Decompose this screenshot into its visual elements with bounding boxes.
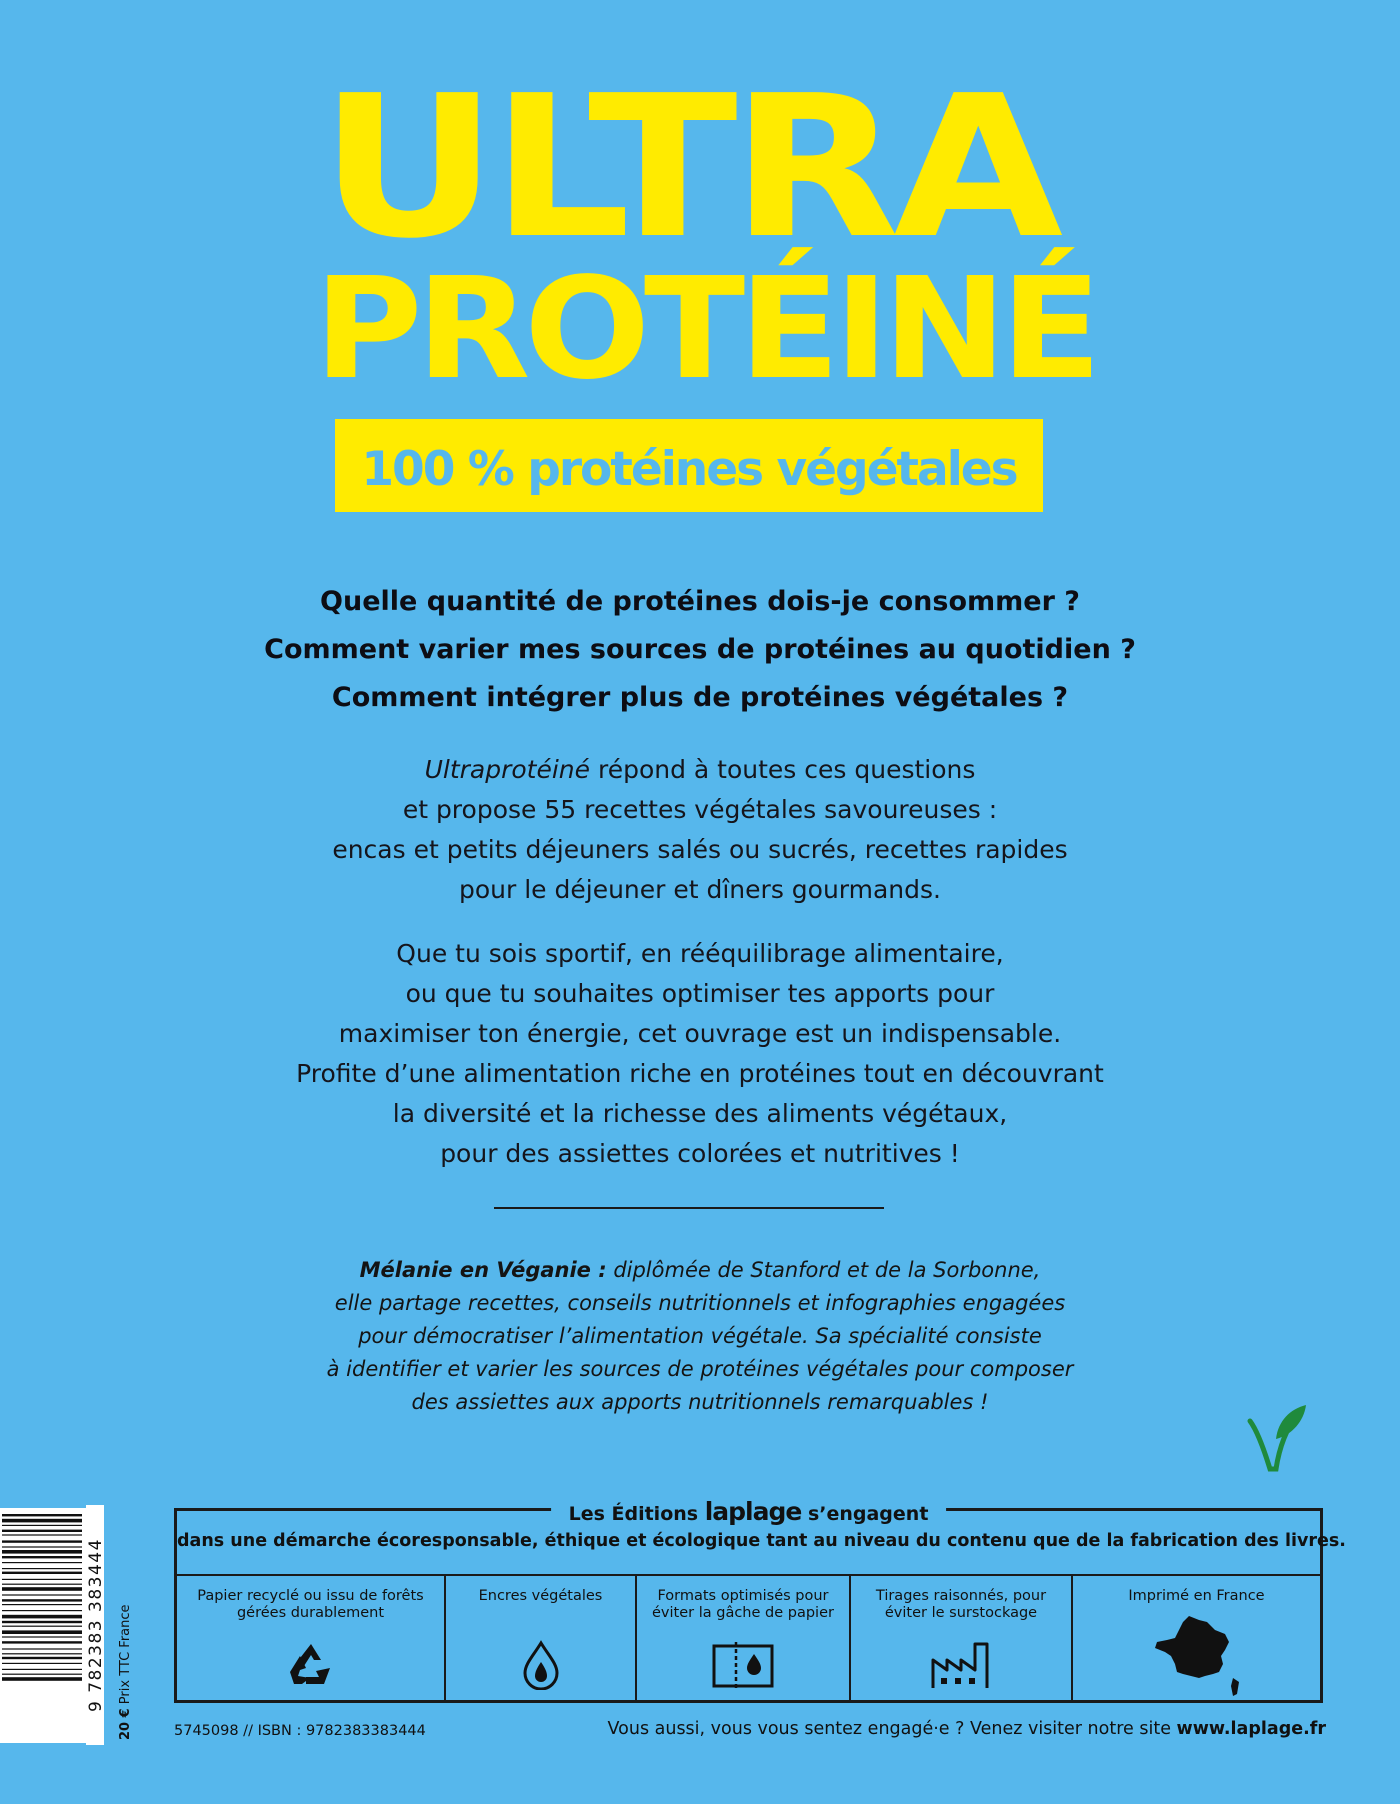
subtitle-banner [335,419,1043,512]
isbn-line: 5745098 // ISBN : 9782383383444 [174,1723,426,1739]
barcode-digits: 9 782383 383444 [86,1505,104,1745]
question-1: Quelle quantité de protéines dois-je consommer ? [320,586,1080,617]
engagement-header [551,1497,947,1526]
engagement-item-formats [637,1576,851,1700]
questions-block [150,578,1250,722]
engagement-header-prefix: Les Éditions [568,1503,705,1525]
description-line: encas et petits déjeuners salés ou sucrés, recettes rapides [332,835,1068,864]
audience-line: Profite d’une alimentation riche en protéines tout en découvrant [296,1059,1104,1088]
author-line: à identifier et varier les sources de protéines végétales pour composer [326,1357,1074,1381]
audience-line: pour des assiettes colorées et nutritives ! [440,1139,960,1168]
subtitle: 100 % protéines végétales [361,442,1017,497]
ink-drop-icon [521,1640,561,1690]
engagement-item-inks [446,1576,637,1700]
visit-website [608,1719,1326,1739]
description-line [200,750,1200,790]
engagement-item-label: Formats optimisés pour éviter la gâche de papier [652,1588,834,1621]
engagement-item-print-runs [851,1576,1073,1700]
title-ultra: ULTRA [319,54,1057,282]
price-amount: 20 € [118,1708,133,1740]
vegan-logo-icon [1246,1399,1308,1477]
engagement-box [174,1497,1346,1703]
engagement-item-label: Encres végétales [478,1588,603,1604]
author-line: des assiettes aux apports nutritionnels remarquables ! [411,1390,989,1414]
engagement-item-paper [177,1576,446,1700]
paper-format-icon [710,1640,776,1690]
engagement-tagline: dans une démarche écoresponsable, éthique et écologique tant au niveau du contenu que de la fabrication des livres. [177,1531,1346,1551]
visit-text: Vous aussi, vous vous sentez engagé·e ? Venez visiter notre site [607,1719,1177,1739]
engagement-item-label: Tirages raisonnés, pour éviter le surstockage [875,1588,1047,1621]
description-line: pour le déjeuner et dîners gourmands. [458,875,941,904]
recycle-icon [286,1642,336,1686]
publisher-brand: laplage [704,1497,802,1526]
author-line: pour démocratiser l’alimentation végétale. Sa spécialité consiste [358,1324,1042,1348]
divider [494,1207,884,1209]
price-label [118,1560,138,1740]
price-caption: Prix TTC France [118,1604,133,1709]
engagement-header-suffix: s’engagent [801,1503,929,1525]
author-name: Mélanie en Véganie : [359,1258,607,1282]
website-link[interactable]: www.laplage.fr [1176,1719,1326,1739]
engagement-item-label: Imprimé en France [1128,1588,1265,1604]
engagement-item-label: Papier recyclé ou issu de forêts gérées durablement [197,1588,424,1621]
title-proteine: PROTÉINÉ [313,248,1096,411]
audience-line: Que tu sois sportif, en rééquilibrage alimentaire, [396,939,1004,968]
author-line-rest: diplômée de Stanford et de la Sorbonne, [606,1258,1041,1282]
factory-icon [929,1638,993,1692]
question-3: Comment intégrer plus de protéines végétales ? [331,682,1069,713]
book-title-italic: Ultraprotéiné [424,755,591,784]
engagement-items [177,1574,1320,1700]
audience-line: ou que tu souhaites optimiser tes apports pour [405,979,995,1008]
question-2: Comment varier mes sources de protéines au quotidien ? [264,634,1136,665]
description-line-rest: répond à toutes ces questions [590,755,976,784]
audience-paragraph [200,934,1200,1174]
audience-line: maximiser ton énergie, cet ouvrage est un indispensable. [338,1019,1062,1048]
author-bio [230,1254,1170,1419]
author-line: elle partage recettes, conseils nutritionnels et infographies engagées [334,1291,1066,1315]
author-line [230,1254,1170,1287]
description-paragraph [200,750,1200,910]
france-map-icon [1149,1612,1245,1700]
description-line: et propose 55 recettes végétales savoureuses : [402,795,998,824]
engagement-item-made-in-france [1073,1576,1320,1700]
audience-line: la diversité et la richesse des aliments végétaux, [392,1099,1008,1128]
